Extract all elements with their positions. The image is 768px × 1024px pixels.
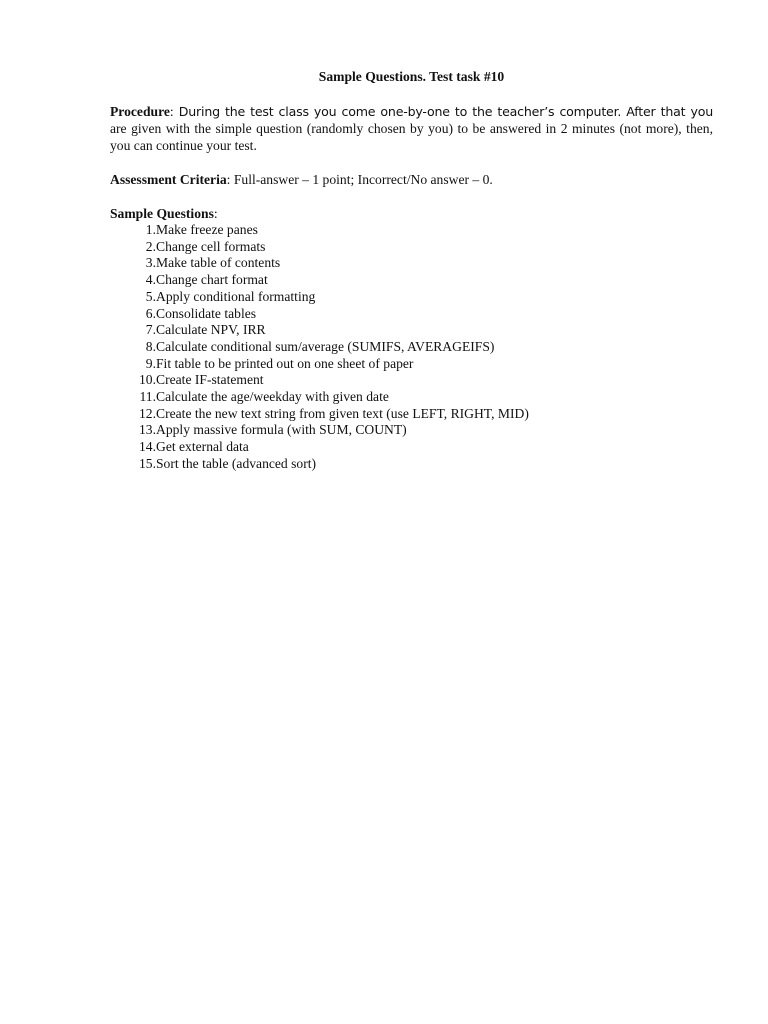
list-item-number: 13.: [139, 422, 156, 438]
list-item-number: 7.: [145, 322, 156, 338]
list-item-number: 11.: [139, 389, 156, 405]
assessment-paragraph: [110, 171, 713, 188]
list-item: [110, 372, 713, 389]
list-item-text: Calculate NPV, IRR: [156, 322, 266, 338]
list-item-number: 14.: [139, 439, 156, 455]
list-item-number: 1.: [145, 222, 156, 237]
list-item: [110, 389, 713, 406]
assessment-label: Assessment Criteria: [110, 172, 227, 187]
list-item-text: Make table of contents: [156, 255, 281, 271]
list-item-number: 5.: [145, 288, 156, 304]
list-item-number: 12.: [139, 405, 156, 421]
list-item-text: Fit table to be printed out on one sheet of paper: [156, 355, 414, 371]
list-item-number: 6.: [145, 305, 156, 321]
list-item-text: Make freeze panes: [156, 222, 258, 237]
procedure-paragraph: [110, 103, 713, 154]
procedure-separator: :: [169, 104, 174, 119]
list-item-text: Consolidate tables: [156, 305, 257, 321]
list-item: [110, 422, 713, 439]
document-page: [110, 68, 713, 473]
list-item-number: 10.: [139, 372, 156, 388]
list-item-text: Change cell formats: [156, 238, 266, 254]
questions-separator: :: [213, 206, 218, 221]
list-item-number: 2.: [145, 238, 156, 254]
list-item: [110, 322, 713, 339]
document-title: Sample Questions. Test task #10: [318, 69, 505, 84]
questions-label: Sample Questions: [110, 206, 214, 221]
list-item: [110, 289, 713, 306]
list-item: [110, 356, 713, 373]
assessment-separator: :: [226, 172, 231, 187]
list-item-number: 3.: [145, 255, 156, 271]
questions-heading: [110, 205, 713, 222]
list-item-number: 4.: [145, 272, 156, 288]
list-item-number: 8.: [145, 338, 156, 354]
list-item: [110, 272, 713, 289]
list-item-text: Calculate the age/weekday with given date: [156, 389, 389, 405]
list-item-text: Create IF-statement: [156, 372, 264, 388]
list-item: [110, 406, 713, 423]
list-item: [110, 255, 713, 272]
list-item: [110, 306, 713, 323]
list-item-text: Calculate conditional sum/average (SUMIFS, AVERAGEIFS): [156, 338, 495, 354]
procedure-label: Procedure: [110, 104, 170, 119]
list-item-text: Sort the table (advanced sort): [156, 455, 317, 471]
list-item: [110, 339, 713, 356]
list-item: [110, 239, 713, 256]
list-item: [110, 439, 713, 456]
list-item-text: Change chart format: [156, 272, 268, 288]
question-list: [110, 222, 713, 473]
list-item-number: 15.: [139, 455, 156, 471]
procedure-text-part1: During the test class you come one-by-one to the teacher’s computer. After that you: [173, 104, 713, 119]
list-item-number: 9.: [145, 355, 156, 371]
list-item-text: Create the new text string from given text (use LEFT, RIGHT, MID): [156, 405, 529, 421]
assessment-text: Full-answer – 1 point; Incorrect/No answer – 0.: [230, 172, 493, 187]
list-item-text: Get external data: [156, 439, 249, 455]
list-item-text: Apply massive formula (with SUM, COUNT): [156, 422, 407, 438]
list-item: [110, 456, 713, 473]
list-item-text: Apply conditional formatting: [156, 288, 316, 304]
list-item: [110, 222, 713, 239]
procedure-text-part2: are given with the simple question (randomly chosen by you) to be answered in 2 minutes (not more), then, you can continue your test.: [110, 121, 713, 153]
